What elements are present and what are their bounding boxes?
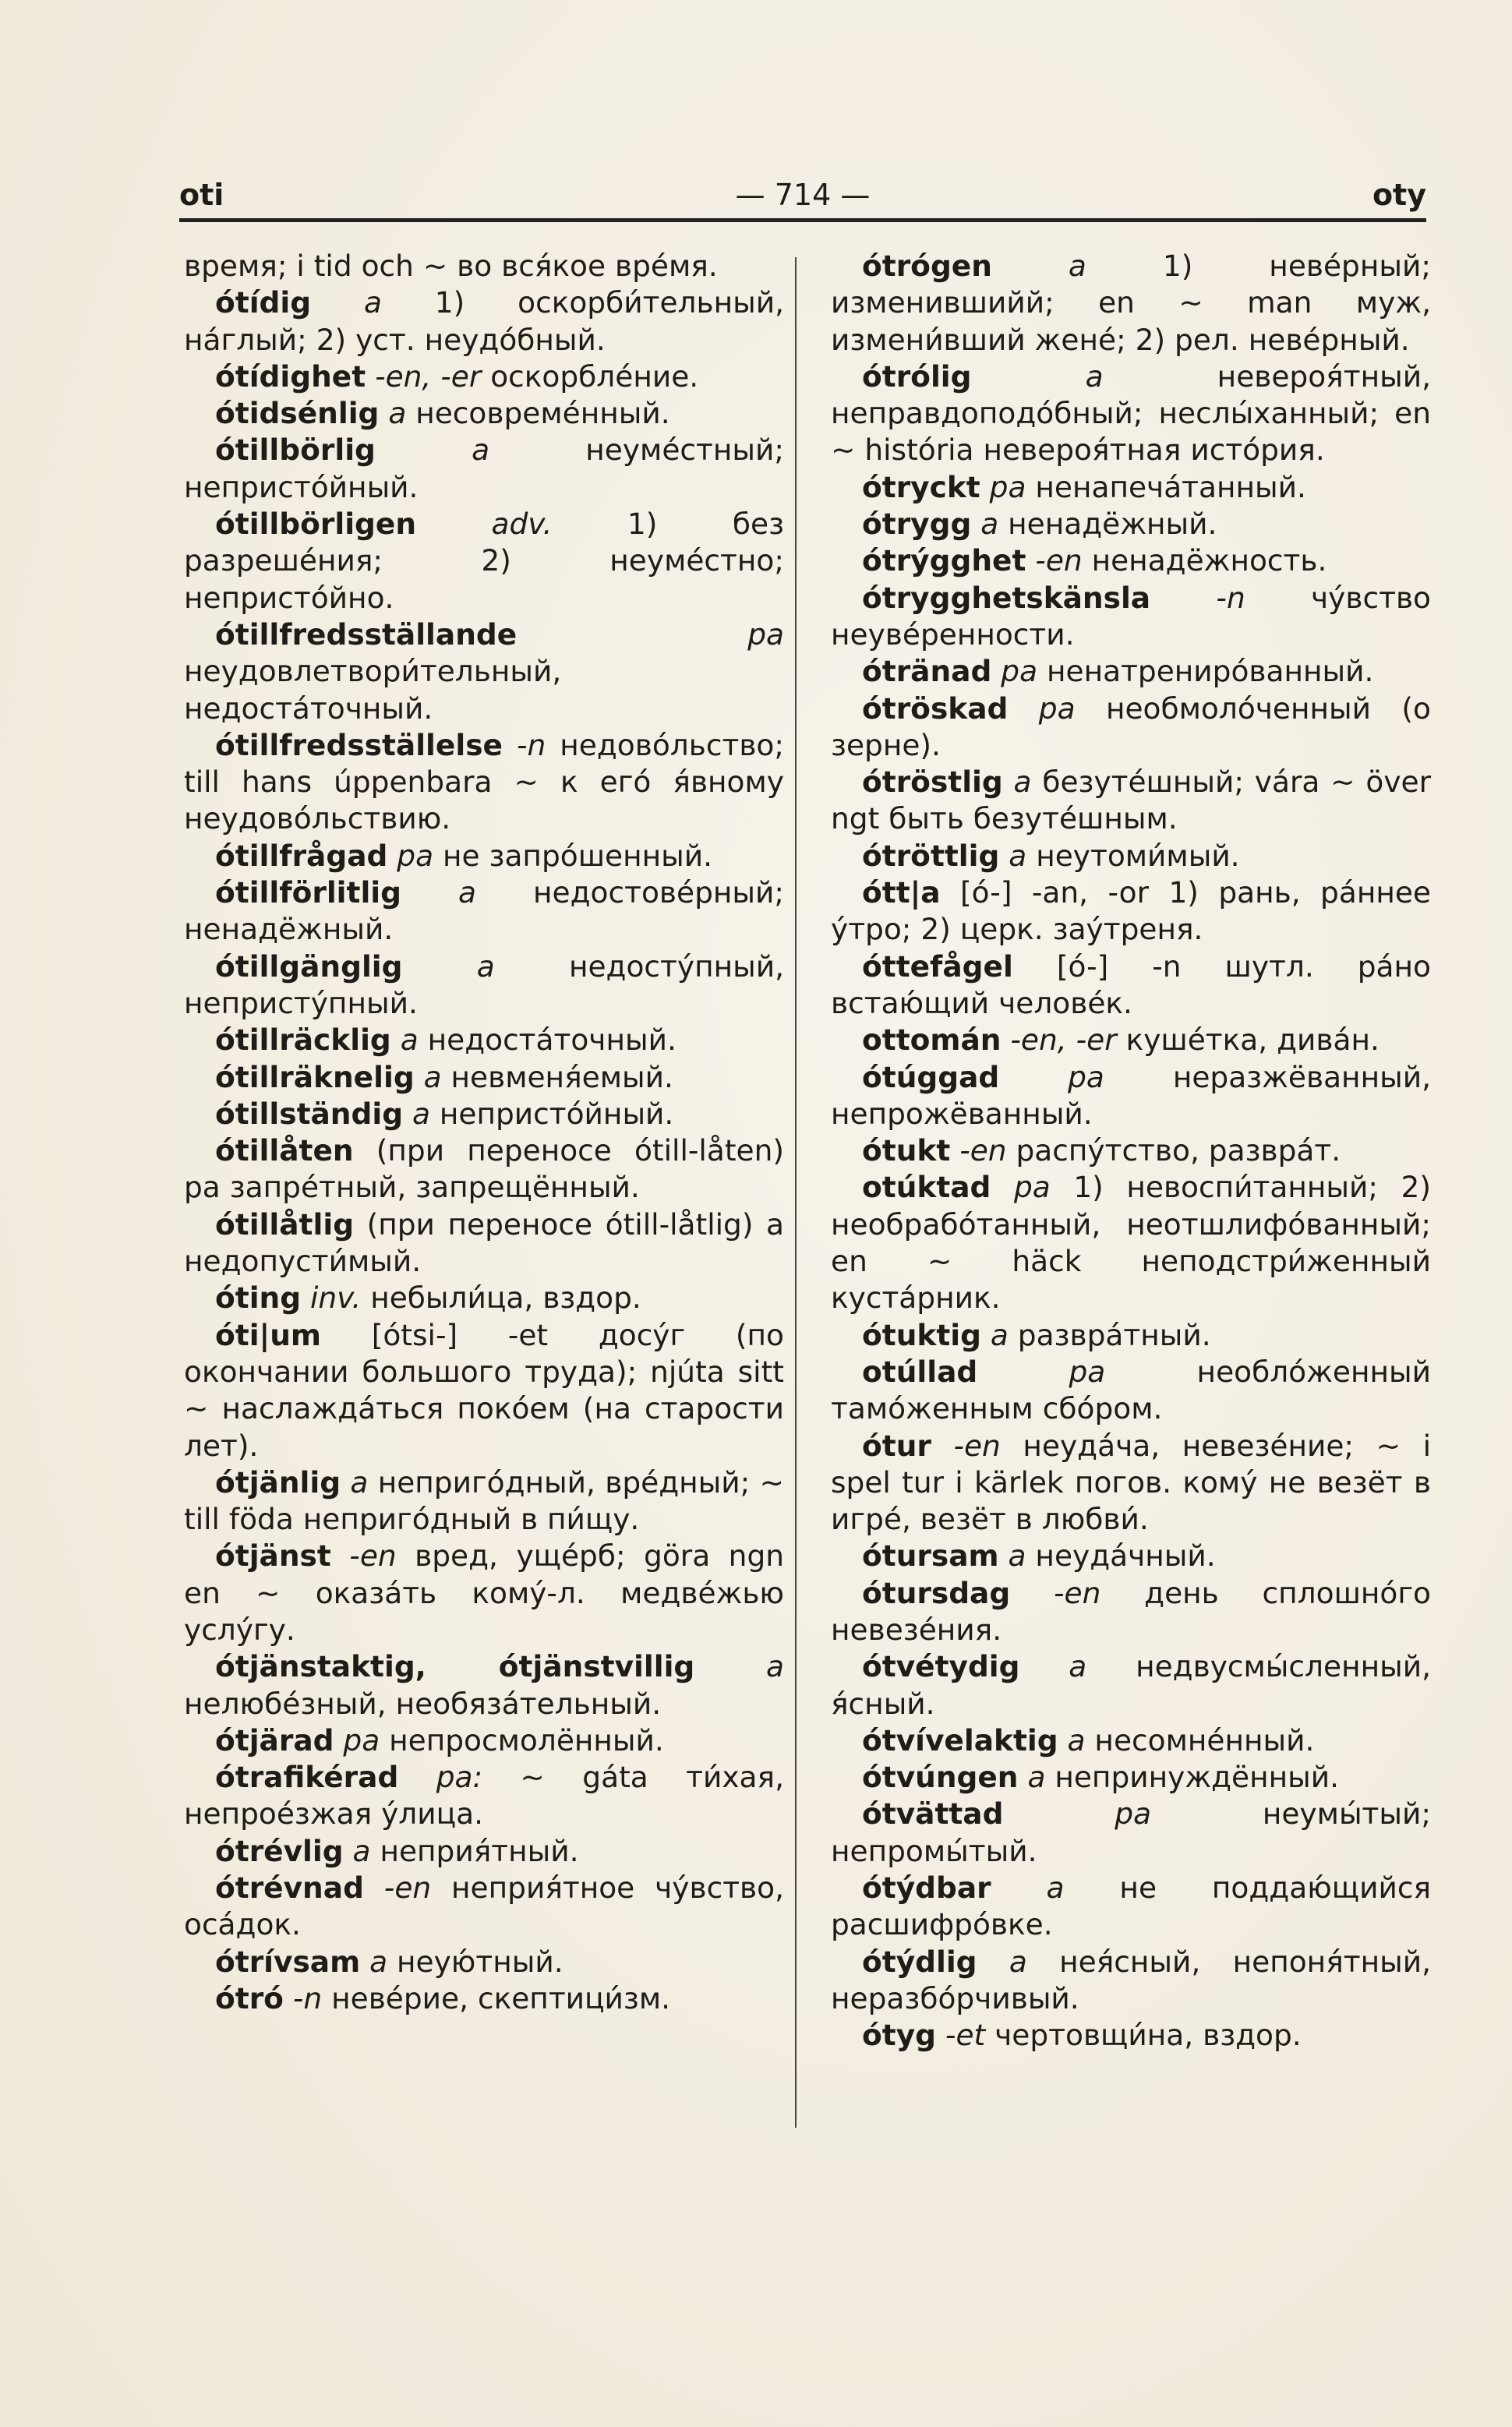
grammar-label: a xyxy=(458,875,477,910)
headword: ótillräcklig xyxy=(215,1023,391,1058)
grammar-label: a xyxy=(472,433,490,468)
grammar-label: a xyxy=(990,1317,1009,1352)
grammar-label: a xyxy=(1009,838,1027,873)
definition: оскорбле́ние. xyxy=(490,359,699,394)
definition: ненадёжный. xyxy=(1008,507,1217,542)
dictionary-entry xyxy=(831,1428,1431,1539)
headword: óti|um xyxy=(215,1317,322,1352)
definition: [ótsi-] -et досу́г (по окончании большого труда); njúta sitt ~ наслажда́ться поко́ем (на старости лет). xyxy=(184,1317,784,1463)
definition: нея́сный, непоня́тный, неразбо́рчивый. xyxy=(831,1944,1432,2015)
headword: ótrólig xyxy=(862,359,972,394)
headword: ótrívsam xyxy=(215,1944,361,1979)
headword: ótillåtlig xyxy=(215,1206,355,1242)
dictionary-entry xyxy=(831,1022,1431,1058)
headword: ótränad xyxy=(862,654,992,689)
dictionary-entry xyxy=(831,1354,1431,1428)
headword: ótídighet xyxy=(215,359,366,394)
definition: необмоло́ченный (о зерне). xyxy=(831,691,1431,762)
grammar-label: -en xyxy=(1053,1575,1101,1610)
headword: ótvúngen xyxy=(862,1760,1019,1795)
dictionary-entry xyxy=(831,1317,1431,1354)
page-number: — 714 — xyxy=(735,178,871,212)
definition: ненадёжность. xyxy=(1091,543,1327,578)
grammar-label: adv. xyxy=(491,507,553,542)
dictionary-entry xyxy=(184,1464,784,1539)
dictionary-entry xyxy=(831,248,1431,359)
dictionary-entry xyxy=(831,1169,1431,1316)
dictionary-entry xyxy=(831,469,1431,506)
dictionary-entry xyxy=(831,653,1431,690)
headword: ótursdag xyxy=(862,1575,1011,1610)
definition: недово́льство; till hans úppenbara ~ к его́ я́вному неудово́льствию. xyxy=(184,727,784,836)
headword: ótrygghetskänsla xyxy=(862,580,1151,615)
definition: неумы́тый; непромы́тый. xyxy=(831,1796,1432,1868)
headword: ótrafikérad xyxy=(215,1760,399,1795)
grammar-label: a xyxy=(476,949,495,984)
grammar-label: -n xyxy=(292,1980,323,2015)
dictionary-entry xyxy=(831,1722,1431,1759)
dictionary-entry xyxy=(184,727,784,838)
headword: ótuktig xyxy=(862,1317,981,1352)
dictionary-entry xyxy=(184,248,784,284)
dictionary-entry xyxy=(184,1022,784,1058)
headword: ótjänstaktig, ótjänstvillig xyxy=(215,1649,695,1684)
dictionary-entry xyxy=(184,1059,784,1096)
headword: ótursam xyxy=(862,1539,999,1574)
headword: ótt|a xyxy=(862,875,941,910)
definition: неуда́чный. xyxy=(1035,1539,1216,1574)
grammar-label: -en xyxy=(959,1133,1007,1168)
grammar-label: -n xyxy=(1216,580,1245,615)
headword: ótrýgghet xyxy=(862,543,1026,578)
dictionary-entry xyxy=(184,1317,784,1464)
definition: несовреме́нный. xyxy=(415,396,670,431)
grammar-label: pa xyxy=(1069,1354,1106,1389)
grammar-label: a xyxy=(1008,1539,1026,1574)
definition: [ó-] -n шутл. ра́но встаю́щий челове́к. xyxy=(831,949,1431,1020)
dictionary-entry xyxy=(831,506,1431,542)
dictionary-entry xyxy=(831,1870,1431,1944)
definition: неприго́дный, вре́дный; ~ till föda неприго́дный в пи́щу. xyxy=(184,1464,784,1537)
definition: не поддаю́щийся расшифро́вке. xyxy=(831,1871,1432,1942)
grammar-label: -en, -er xyxy=(1010,1023,1117,1058)
grammar-label: a xyxy=(369,1944,388,1979)
definition: распу́тство, развра́т. xyxy=(1016,1133,1341,1168)
definition: непринуждённый. xyxy=(1055,1760,1340,1795)
definition: недвусмы́сленный, я́сный. xyxy=(831,1649,1432,1721)
headword: ótrévlig xyxy=(215,1833,344,1868)
dictionary-entry xyxy=(831,764,1431,838)
dictionary-entry xyxy=(831,1132,1431,1169)
dictionary-entry xyxy=(831,691,1431,765)
dictionary-entry xyxy=(184,616,784,727)
grammar-label: pa xyxy=(397,838,434,873)
headword: ótröttlig xyxy=(862,838,1000,873)
definition: 1) неве́рный; изменившийй; en ~ man муж, измени́вший жене́; 2) рел. неве́рный. xyxy=(831,249,1431,357)
headword: ótidsénlig xyxy=(215,396,380,431)
definition: время; i tid och ~ во вся́кое вре́мя. xyxy=(184,249,718,283)
headword: ótillständig xyxy=(215,1096,404,1131)
grammar-label: a xyxy=(350,1464,369,1500)
header-rule xyxy=(179,218,1426,222)
headword: ótýdlig xyxy=(862,1944,977,1979)
headword: ótró xyxy=(215,1980,284,2015)
headword: ótillfrågad xyxy=(215,838,388,873)
dictionary-entry xyxy=(184,1096,784,1132)
dictionary-entry xyxy=(184,1538,784,1648)
headword: ottomán xyxy=(862,1023,1002,1058)
dictionary-entry xyxy=(184,1132,784,1206)
grammar-label: -en xyxy=(383,1871,432,1906)
dictionary-entry xyxy=(831,1575,1431,1649)
dictionary-entry xyxy=(184,838,784,874)
grammar-label: a xyxy=(388,396,407,431)
headword: ótillbörligen xyxy=(215,507,417,542)
dictionary-entry xyxy=(831,1059,1431,1133)
definition: куше́тка, дива́н. xyxy=(1125,1023,1380,1058)
definition: неуме́стный; непристо́йный. xyxy=(184,433,785,504)
dictionary-entry xyxy=(831,1538,1431,1574)
definition: недостове́рный; ненадёжный. xyxy=(184,875,785,947)
dictionary-entry xyxy=(831,580,1431,654)
definition: ненапеча́танный. xyxy=(1035,469,1306,504)
headword: ótrygg xyxy=(862,507,972,542)
grammar-label: a xyxy=(1027,1760,1046,1795)
definition: несомне́нный. xyxy=(1094,1722,1315,1758)
definition: нелюбе́зный, необяза́тельный. xyxy=(184,1686,662,1721)
dictionary-entry xyxy=(184,1944,784,1980)
definition: [ó-] -an, -or 1) рань, ра́ннее у́тро; 2) церк. зау́треня. xyxy=(831,875,1432,947)
definition: непросмолённый. xyxy=(389,1722,664,1758)
definition: неуда́ча, невезе́ние; ~ i spel tur i kärlek погов. кому́ не везёт в игре́, везёт в любви́. xyxy=(831,1428,1432,1537)
grammar-label: a xyxy=(1067,1722,1086,1758)
definition: неудовлетвори́тельный, недоста́точный. xyxy=(184,654,562,726)
dictionary-entry xyxy=(831,1796,1431,1870)
definition: 1) невоспи́танный; 2) необрабо́танный, неотшлифо́ванный; en ~ häck неподстри́женный куста́рник. xyxy=(831,1170,1432,1316)
grammar-label: inv. xyxy=(310,1281,362,1316)
headword: ótvétydig xyxy=(862,1649,1020,1684)
grammar-label: pa xyxy=(343,1722,380,1758)
guide-word-right: oty xyxy=(1372,178,1426,212)
headword: ótillbörlig xyxy=(215,433,376,468)
dictionary-entry xyxy=(831,1759,1431,1796)
dictionary-entry xyxy=(184,506,784,616)
headword: ótillgänglig xyxy=(215,949,403,984)
dictionary-entry xyxy=(184,1280,784,1316)
definition: непристо́йный. xyxy=(439,1096,674,1131)
dictionary-entry xyxy=(184,1206,784,1281)
headword: ótrógen xyxy=(862,249,992,283)
grammar-label: -en xyxy=(953,1428,1001,1463)
headword: ótýdbar xyxy=(862,1871,991,1906)
grammar-label: a xyxy=(1046,1871,1065,1906)
definition: чертовщи́на, вздор. xyxy=(994,2018,1302,2053)
headword: otúllad xyxy=(862,1354,978,1389)
definition: недосту́пный, непристу́пный. xyxy=(184,949,785,1020)
headword: ótjänst xyxy=(215,1539,331,1574)
grammar-label: a xyxy=(766,1649,784,1684)
grammar-label: a xyxy=(1013,765,1032,800)
definition: день сплошно́го невезе́ния. xyxy=(831,1575,1431,1647)
dictionary-entry xyxy=(184,432,784,506)
grammar-label: pa xyxy=(1115,1796,1152,1832)
dictionary-entry xyxy=(184,284,784,359)
column-divider xyxy=(795,257,797,2128)
definition: ненатрениро́ванный. xyxy=(1046,654,1374,689)
definition: (при переносе ótill-låten) pa запре́тный, запрещённый. xyxy=(184,1133,784,1205)
definition: развра́тный. xyxy=(1017,1317,1211,1352)
definition: неприя́тный. xyxy=(380,1833,579,1868)
headword: ótur xyxy=(862,1428,931,1463)
definition: неразжёванный, непрожёванный. xyxy=(831,1059,1431,1131)
right-column xyxy=(831,248,1431,2054)
headword: óting xyxy=(215,1281,302,1316)
grammar-label: pa xyxy=(747,616,784,652)
grammar-label: -n xyxy=(516,727,546,762)
grammar-label: a xyxy=(412,1096,430,1131)
headword: ótrévnad xyxy=(215,1871,364,1906)
grammar-label: -et xyxy=(945,2018,986,2053)
grammar-label: pa: xyxy=(436,1760,483,1795)
grammar-label: -en, -er xyxy=(375,359,482,394)
definition: вред, уще́рб; göra ngn en ~ оказа́ть кому́-л. медве́жью услу́гу. xyxy=(184,1539,785,1647)
dictionary-entry xyxy=(831,2017,1431,2054)
definition: не запро́шенный. xyxy=(443,838,713,873)
dictionary-entry xyxy=(831,1648,1431,1722)
headword: ótillåten xyxy=(215,1133,354,1168)
definition: невероя́тный, неправдоподо́бный; неслы́ханный; en ~ história невероя́тная исто́рия. xyxy=(831,359,1432,468)
headword: ótillfredsställelse xyxy=(215,727,503,762)
definition: ~ gáta ти́хая, непрое́зжая у́лица. xyxy=(184,1760,785,1832)
headword: ótúggad xyxy=(862,1059,1000,1094)
dictionary-entry xyxy=(831,949,1431,1023)
grammar-label: -en xyxy=(1035,543,1083,578)
running-header xyxy=(179,173,1426,217)
grammar-label: pa xyxy=(989,469,1026,504)
grammar-label: pa xyxy=(1001,654,1038,689)
left-column xyxy=(184,248,784,2017)
grammar-label: a xyxy=(1085,359,1104,394)
grammar-label: -en xyxy=(349,1539,397,1574)
dictionary-entry xyxy=(184,395,784,432)
definition: неутоми́мый. xyxy=(1036,838,1240,873)
headword: ótjärad xyxy=(215,1722,334,1758)
dictionary-entry xyxy=(831,838,1431,874)
dictionary-entry xyxy=(184,1980,784,2017)
dictionary-entry xyxy=(831,1944,1431,2018)
grammar-label: a xyxy=(352,1833,371,1868)
dictionary-entry xyxy=(184,949,784,1023)
headword: ótvívelaktig xyxy=(862,1722,1058,1758)
definition: (при переносе ótill-låtlig) a недопусти́мый. xyxy=(184,1206,785,1279)
grammar-label: a xyxy=(363,285,382,320)
definition: необло́женный тамо́женным сбо́ром. xyxy=(831,1354,1431,1426)
headword: otúktad xyxy=(862,1170,991,1205)
headword: ótyg xyxy=(862,2018,936,2053)
dictionary-entry xyxy=(831,874,1431,949)
headword: ótröskad xyxy=(862,691,1009,726)
dictionary-entry xyxy=(831,542,1431,579)
definition: небыли́ца, вздор. xyxy=(370,1281,641,1316)
headword: ótillräknelig xyxy=(215,1059,415,1094)
grammar-label: pa xyxy=(1038,691,1076,726)
headword: óttefågel xyxy=(862,949,1013,984)
dictionary-entry xyxy=(184,1648,784,1722)
definition: 1) оскорби́тельный, на́глый; 2) уст. неудо́бный. xyxy=(184,285,784,357)
dictionary-entry xyxy=(184,1870,784,1944)
dictionary-entry xyxy=(184,874,784,949)
definition: неприя́тное чу́вство, оса́док. xyxy=(184,1871,784,1942)
definition: недоста́точный. xyxy=(427,1023,677,1058)
grammar-label: a xyxy=(1009,1944,1027,1979)
headword: ótröstlig xyxy=(862,765,1003,800)
grammar-label: a xyxy=(1069,1649,1087,1684)
definition: чу́вство неуве́ренности. xyxy=(831,580,1431,652)
grammar-label: a xyxy=(1068,249,1086,283)
headword: ótídig xyxy=(215,285,312,320)
definition: безуте́шный; vára ~ över ngt быть безуте́шным. xyxy=(831,765,1432,836)
grammar-label: a xyxy=(423,1059,442,1094)
definition: 1) без разреше́ния; 2) неуме́стно; непристо́йно. xyxy=(184,507,785,615)
dictionary-entry xyxy=(831,359,1431,469)
headword: ótvättad xyxy=(862,1796,1004,1832)
dictionary-entry xyxy=(184,1722,784,1759)
dictionary-entry xyxy=(184,1833,784,1870)
dictionary-entry xyxy=(184,359,784,395)
definition: неую́тный. xyxy=(397,1944,563,1979)
headword: ótryckt xyxy=(862,469,980,504)
definition: невменя́емый. xyxy=(450,1059,673,1094)
headword: ótillfredsställande xyxy=(215,616,518,652)
grammar-label: a xyxy=(400,1023,419,1058)
grammar-label: pa xyxy=(1068,1059,1104,1094)
headword: ótillförlitlig xyxy=(215,875,402,910)
dictionary-entry xyxy=(184,1759,784,1833)
definition: неве́рие, скептици́зм. xyxy=(331,1980,671,2015)
grammar-label: pa xyxy=(1013,1170,1051,1205)
grammar-label: a xyxy=(980,507,999,542)
guide-word-left: oti xyxy=(179,178,224,212)
headword: ótjänlig xyxy=(215,1464,341,1500)
headword: ótukt xyxy=(862,1133,951,1168)
